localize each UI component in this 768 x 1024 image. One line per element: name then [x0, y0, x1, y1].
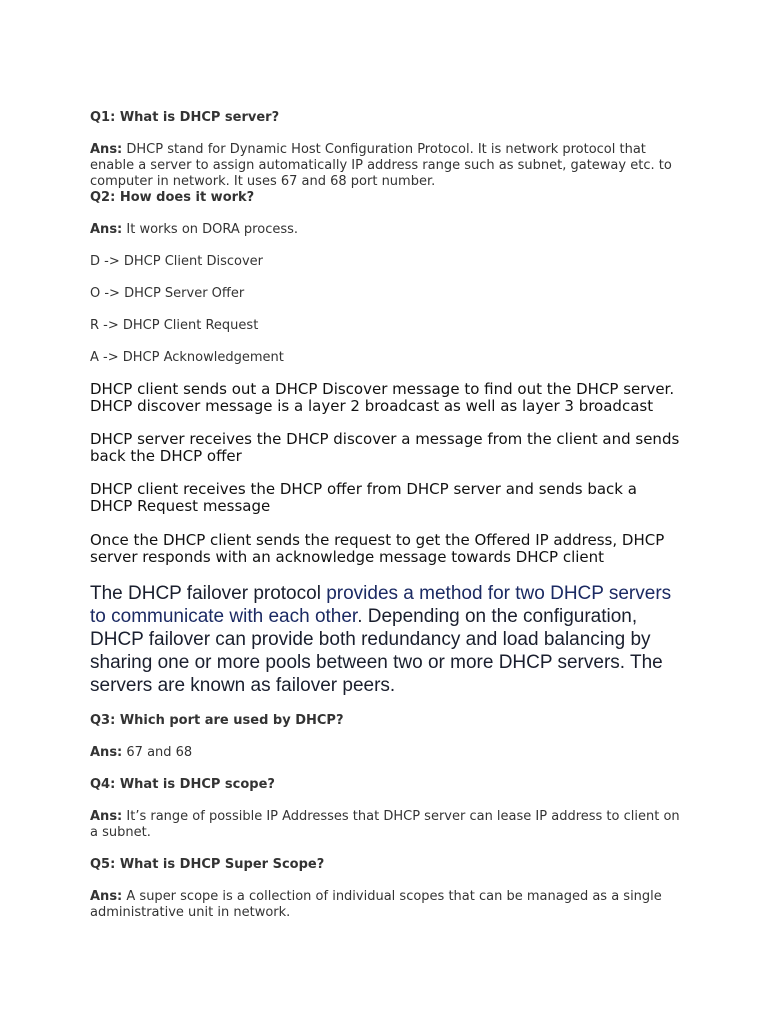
dora-item-a: A -> DHCP Acknowledgement: [90, 350, 284, 365]
failover-text-start: The DHCP failover protocol: [90, 583, 327, 604]
answer-label: Ans:: [90, 142, 123, 157]
answer-2: [90, 222, 680, 238]
dora-step-4: Once the DHCP client sends the request to get the Offered IP address, DHCP server responds with an acknowledge message towards DHCP client: [90, 531, 665, 566]
answer-5: [90, 889, 680, 921]
dora-item-r: R -> DHCP Client Request: [90, 318, 259, 333]
question-3: Q3: Which port are used by DHCP?: [90, 713, 344, 728]
dora-step-3: DHCP client receives the DHCP offer from DHCP server and sends back a DHCP Request message: [90, 480, 637, 515]
answer-text: It works on DORA process.: [122, 222, 299, 237]
document-page: [90, 110, 680, 921]
answer-label: Ans:: [90, 809, 123, 824]
dora-item-d: D -> DHCP Client Discover: [90, 254, 263, 269]
failover-text-end: . Depending on the configuration, DHCP failover can provide both redundancy and load balancing by sharing one or more pools between two or more DHCP servers. The servers are known as failover peers.: [90, 606, 663, 696]
answer-text: It’s range of possible IP Addresses that DHCP server can lease IP address to client on a subnet.: [90, 809, 680, 840]
failover-paragraph: [90, 582, 680, 697]
answer-text: DHCP stand for Dynamic Host Configuration Protocol. It is network protocol that enable a server to assign automatically IP address range such as subnet, gateway etc. to computer in network. It uses 67 and 68 port number.: [90, 142, 672, 189]
answer-3: [90, 745, 680, 761]
question-4: Q4: What is DHCP scope?: [90, 777, 275, 792]
answer-label: Ans:: [90, 222, 123, 237]
answer-text: A super scope is a collection of individual scopes that can be managed as a single administrative unit in network.: [90, 889, 662, 920]
question-2: Q2: How does it work?: [90, 190, 255, 205]
failover-highlight: provides a method for two DHCP servers to communicate with each other: [90, 583, 672, 627]
dora-step-2: DHCP server receives the DHCP discover a message from the client and sends back the DHCP offer: [90, 430, 680, 465]
question-1: Q1: What is DHCP server?: [90, 110, 280, 125]
answer-label: Ans:: [90, 889, 123, 904]
dora-item-o: O -> DHCP Server Offer: [90, 286, 245, 301]
answer-label: Ans:: [90, 745, 123, 760]
answer-4: [90, 809, 680, 841]
answer-1: [90, 142, 680, 190]
answer-text: 67 and 68: [122, 745, 193, 760]
question-5: Q5: What is DHCP Super Scope?: [90, 857, 325, 872]
dora-step-1: DHCP client sends out a DHCP Discover message to find out the DHCP server. DHCP discover message is a layer 2 broadcast as well as layer 3 broadcast: [90, 380, 675, 415]
